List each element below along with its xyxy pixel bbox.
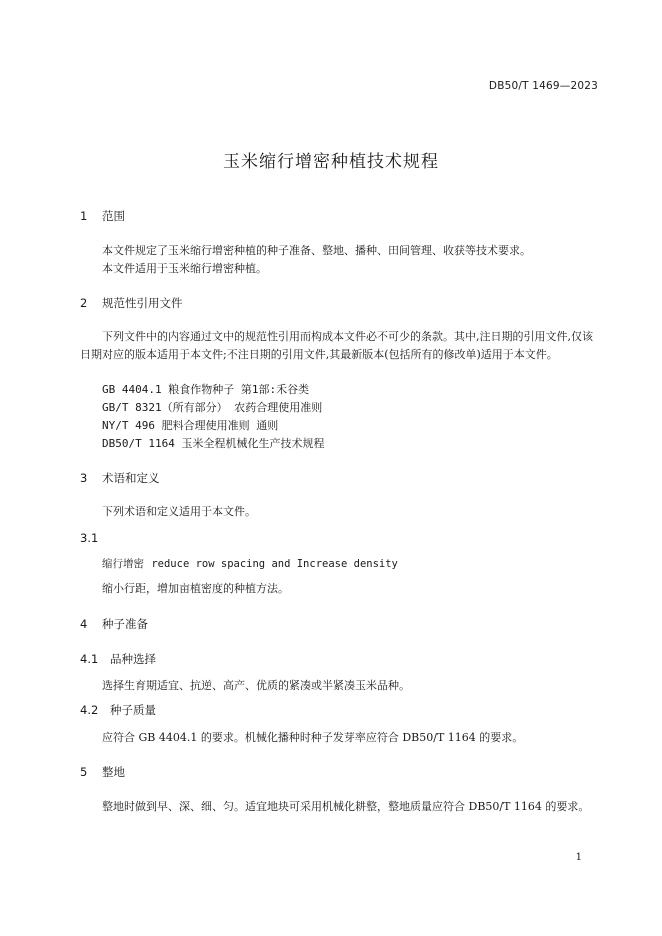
section-title: 术语和定义 [102, 471, 160, 485]
section-1-paragraph-1: 本文件规定了玉米缩行增密种植的种子准备、整地、播种、田间管理、收获等技术要求。 [102, 244, 531, 257]
standard-number: DB50/T 1469—2023 [488, 80, 598, 92]
section-title: 整地 [102, 765, 125, 779]
section-3-heading [80, 470, 160, 486]
section-4-heading [80, 616, 148, 632]
section-4-1-text: 选择生育期适宜、抗逆、高产、优质的紧凑或半紧凑玉米品种。 [102, 679, 410, 692]
section-5-text: 整地时做到早、深、细、匀。适宜地块可采用机械化耕整，整地质量应符合 DB50/T 1164 的要求。 [102, 800, 590, 813]
section-title: 种子质量 [110, 703, 156, 717]
section-title: 品种选择 [110, 652, 156, 666]
section-number: 4 [80, 617, 88, 631]
section-title: 种子准备 [102, 617, 148, 631]
section-number: 1 [80, 209, 88, 223]
section-1-heading [80, 208, 125, 224]
section-number: 4.1 [80, 652, 99, 666]
reference-item: GB/T 8321（所有部分） 农药合理使用准则 [102, 401, 323, 414]
reference-item: DB50/T 1164 玉米全程机械化生产技术规程 [102, 437, 325, 450]
section-number: 5 [80, 765, 88, 779]
term-3-1-definition: 缩小行距，增加亩植密度的种植方法。 [102, 582, 289, 595]
term-english: reduce row spacing and Increase density [151, 558, 398, 570]
section-number: 4.2 [80, 703, 99, 717]
term-3-1-number: 3.1 [80, 531, 99, 545]
section-3-intro: 下列术语和定义适用于本文件。 [102, 505, 256, 518]
section-4-1-heading [80, 651, 156, 667]
reference-item: GB 4404.1 粮食作物种子 第1部:禾谷类 [102, 383, 310, 396]
section-5-heading [80, 764, 125, 780]
section-2-heading [80, 295, 183, 311]
page-title: 玉米缩行增密种植技术规程 [223, 152, 439, 172]
section-number: 2 [80, 296, 88, 310]
reference-item: NY/T 496 肥料合理使用准则 通则 [102, 419, 279, 432]
section-2-intro: 下列文件中的内容通过文中的规范性引用而构成本文件必不可少的条款。其中,注日期的引用文件,仅该日期对应的版本适用于本文件;不注日期的引用文件,其最新版本(包括所有的修改单)适用于本文件。 [80, 330, 593, 361]
term-3-1 [102, 556, 398, 571]
section-title: 范围 [102, 209, 125, 223]
term-chinese: 缩行增密 [102, 558, 144, 570]
section-1-paragraph-2: 本文件适用于玉米缩行增密种植。 [102, 262, 267, 275]
section-number: 3 [80, 471, 88, 485]
section-4-2-text: 应符合 GB 4404.1 的要求。机械化播种时种子发芽率应符合 DB50/T 1164 的要求。 [102, 731, 524, 744]
section-title: 规范性引用文件 [102, 296, 183, 310]
page-number: 1 [575, 852, 582, 863]
section-4-2-heading [80, 702, 156, 718]
